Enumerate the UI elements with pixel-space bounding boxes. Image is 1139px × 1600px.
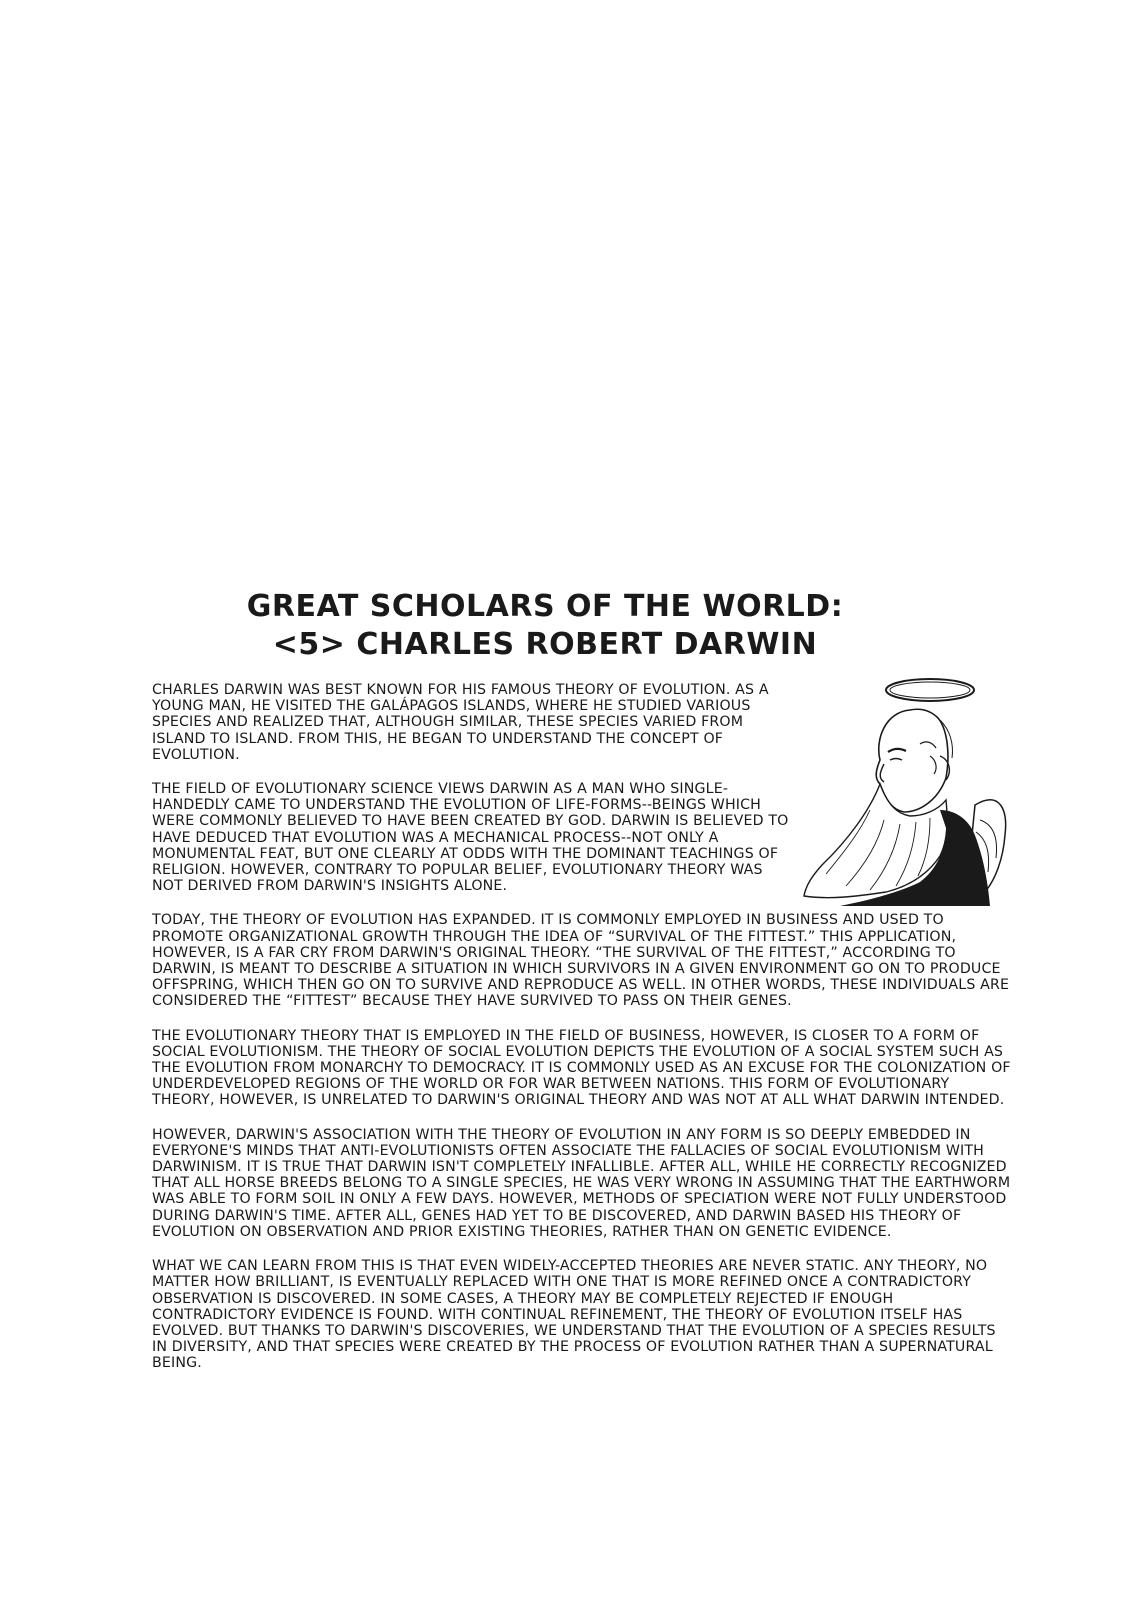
paragraph-1: CHARLES DARWIN WAS BEST KNOWN FOR HIS FAMOUS THEORY OF EVOLUTION. AS A YOUNG MAN, HE VISITED THE GALÁPAGOS ISLANDS, WHERE HE STUDIED VARIOUS SPECIES AND REALIZED THAT, ALTHOUGH SIMILAR, THESE SPECIES VARIED FROM ISLAND TO ISLAND. FROM THIS, HE BEGAN TO UNDERSTAND THE CONCEPT OF EVOLUTION. — [152, 682, 769, 763]
title-line-2: <5> CHARLES ROBERT DARWIN — [272, 627, 818, 662]
paragraph-3: TODAY, THE THEORY OF EVOLUTION HAS EXPANDED. IT IS COMMONLY EMPLOYED IN BUSINESS AND USED TO PROMOTE ORGANIZATIONAL GROWTH THROUGH THE IDEA OF “SURVIVAL OF THE FITTEST.” THIS APPLICATION, HOWEVER, IS A FAR CRY FROM DARWIN'S ORIGINAL THEORY. “THE SURVIVAL OF THE FITTEST,” ACCORDING TO DARWIN, IS MEANT TO DESCRIBE A SITUATION IN WHICH SURVIVORS IN A GIVEN ENVIRONMENT GO ON TO PRODUCE OFFSPRING, WHICH THEN GO ON TO SURVIVE AND REPRODUCE AS WELL. IN OTHER WORDS, THESE INDIVIDUALS ARE CONSIDERED THE “FITTEST” BECAUSE THEY HAVE SURVIVED TO PASS ON THEIR GENES. — [152, 912, 1010, 1010]
paragraph-5: HOWEVER, DARWIN'S ASSOCIATION WITH THE THEORY OF EVOLUTION IN ANY FORM IS SO DEEPLY EMBEDDED IN EVERYONE'S MINDS THAT ANTI-EVOLUTIONISTS OFTEN ASSOCIATE THE FALLACIES OF SOCIAL EVOLUTIONISM WITH DARWINISM. IT IS TRUE THAT DARWIN ISN'T COMPLETELY INFALLIBLE. AFTER ALL, WHILE HE CORRECTLY RECOGNIZED THAT ALL HORSE BREEDS BELONG TO A SINGLE SPECIES, HE WAS VERY WRONG IN ASSUMING THAT THE EARTHWORM WAS ABLE TO FORM SOIL IN ONLY A FEW DAYS. HOWEVER, METHODS OF SPECIATION WERE NOT FULLY UNDERSTOOD DURING DARWIN'S TIME. AFTER ALL, GENES HAD YET TO BE DISCOVERED, AND DARWIN BASED HIS THEORY OF EVOLUTION ON OBSERVATION AND PRIOR EXISTING THEORIES, RATHER THAN ON GENETIC EVIDENCE. — [152, 1126, 1011, 1240]
page-title — [150, 588, 940, 664]
paragraph-2: THE FIELD OF EVOLUTIONARY SCIENCE VIEWS DARWIN AS A MAN WHO SINGLE-HANDEDLY CAME TO UNDERSTAND THE EVOLUTION OF LIFE-FORMS--BEINGS WHICH WERE COMMONLY BELIEVED TO HAVE BEEN CREATED BY GOD. DARWIN IS BELIEVED TO HAVE DEDUCED THAT EVOLUTION WAS A MECHANICAL PROCESS--NOT ONLY A MONUMENTAL FEAT, BUT ONE CLEARLY AT ODDS WITH THE DOMINANT TEACHINGS OF RELIGION. HOWEVER, CONTRARY TO POPULAR BELIEF, EVOLUTIONARY THEORY WAS NOT DERIVED FROM DARWIN'S INSIGHTS ALONE. — [152, 781, 789, 895]
paragraph-4: THE EVOLUTIONARY THEORY THAT IS EMPLOYED IN THE FIELD OF BUSINESS, HOWEVER, IS CLOSER TO A FORM OF SOCIAL EVOLUTIONISM. THE THEORY OF SOCIAL EVOLUTION DEPICTS THE EVOLUTION OF A SOCIAL SYSTEM SUCH AS THE EVOLUTION FROM MONARCHY TO DEMOCRACY. IT IS COMMONLY USED AS AN EXCUSE FOR THE COLONIZATION OF UNDERDEVELOPED REGIONS OF THE WORLD OR FOR WAR BETWEEN NATIONS. THIS FORM OF EVOLUTIONARY THEORY, HOWEVER, IS UNRELATED TO DARWIN'S ORIGINAL THEORY AND WAS NOT AT ALL WHAT DARWIN INTENDED. — [152, 1027, 1011, 1109]
title-line-1: GREAT SCHOLARS OF THE WORLD: — [246, 589, 844, 624]
paragraph-6: WHAT WE CAN LEARN FROM THIS IS THAT EVEN WIDELY-ACCEPTED THEORIES ARE NEVER STATIC. ANY THEORY, NO MATTER HOW BRILLIANT, IS EVENTUALLY REPLACED WITH ONE THAT IS MORE REFINED ONCE A CONTRADICTORY OBSERVATION IS DISCOVERED. IN SOME CASES, A THEORY MAY BE COMPLETELY REJECTED IF ENOUGH CONTRADICTORY EVIDENCE IS FOUND. WITH CONTINUAL REFINEMENT, THE THEORY OF EVOLUTION ITSELF HAS EVOLVED. BUT THANKS TO DARWIN'S DISCOVERIES, WE UNDERSTAND THAT THE EVOLUTION OF A SPECIES RESULTS IN DIVERSITY, AND THAT SPECIES WERE CREATED BY THE PROCESS OF EVOLUTION RATHER THAN A SUPERNATURAL BEING. — [152, 1258, 996, 1372]
article-body — [152, 682, 1012, 1390]
